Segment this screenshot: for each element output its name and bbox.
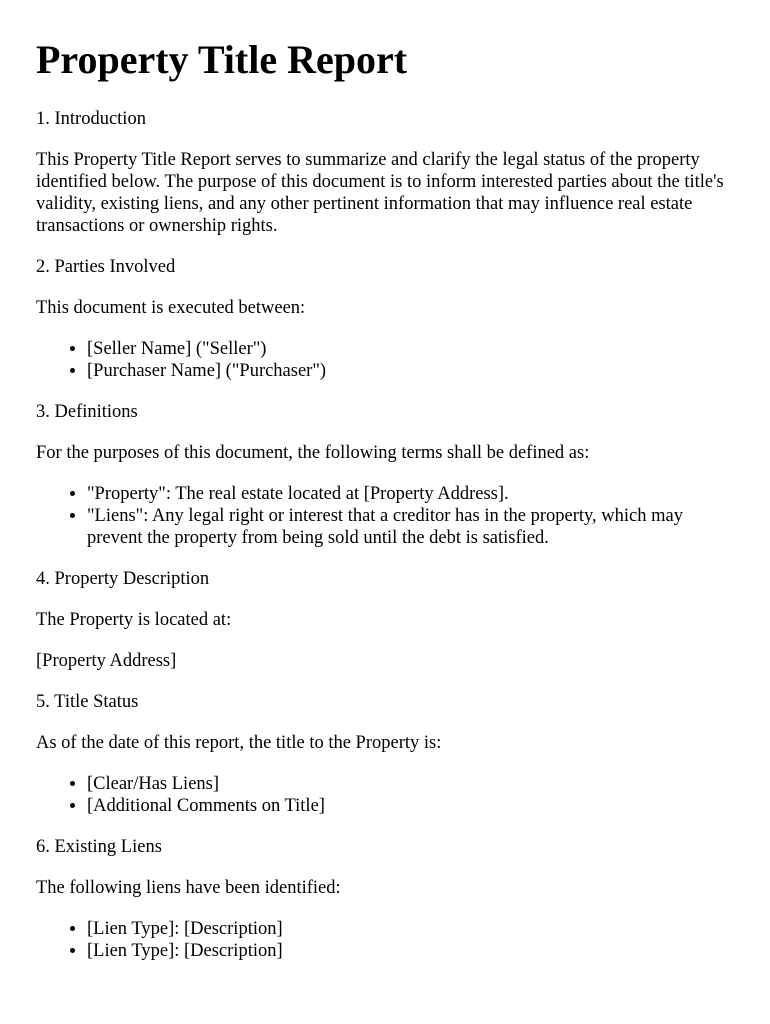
title-status-paragraph: As of the date of this report, the title to the Property is: <box>36 733 442 753</box>
introduction-paragraph: This Property Title Report serves to summarize and clarify the legal status of the property identified below. The purpose of this document is to inform interested parties about the title's validity, existing liens, and any other pertinent information that may influence real estate transactions or ownership rights. <box>36 150 724 236</box>
section-heading-property-description: 4. Property Description <box>36 569 210 589</box>
definitions-paragraph: For the purposes of this document, the following terms shall be defined as: <box>36 443 590 463</box>
list-item: • [Purchaser Name] ("Purchaser") <box>87 360 734 382</box>
list-item: • [Lien Type]: [Description] <box>87 940 734 962</box>
section-heading-introduction: 1. Introduction <box>36 109 146 129</box>
section-heading-definitions: 3. Definitions <box>36 402 138 422</box>
list-item: • [Additional Comments on Title] <box>87 795 734 817</box>
list-item: • [Seller Name] ("Seller") <box>87 338 734 360</box>
definitions-list <box>36 483 734 549</box>
document-title: Property Title Report <box>36 37 408 82</box>
property-description-paragraph: The Property is located at: <box>36 610 232 630</box>
list-item: • "Property": The real estate located at [Property Address]. <box>87 483 734 505</box>
list-item: • [Lien Type]: [Description] <box>87 918 734 940</box>
list-item: • "Liens": Any legal right or interest that a creditor has in the property, which may prevent the property from being sold until the debt is satisfied. <box>87 505 734 549</box>
section-heading-existing-liens: 6. Existing Liens <box>36 837 162 857</box>
section-heading-title-status: 5. Title Status <box>36 692 139 712</box>
title-status-list <box>36 773 734 817</box>
parties-paragraph: This document is executed between: <box>36 298 306 318</box>
existing-liens-paragraph: The following liens have been identified: <box>36 878 341 898</box>
parties-list <box>36 338 734 382</box>
section-heading-parties: 2. Parties Involved <box>36 257 176 277</box>
existing-liens-list <box>36 918 734 962</box>
list-item: • [Clear/Has Liens] <box>87 773 734 795</box>
property-address: [Property Address] <box>36 651 177 671</box>
